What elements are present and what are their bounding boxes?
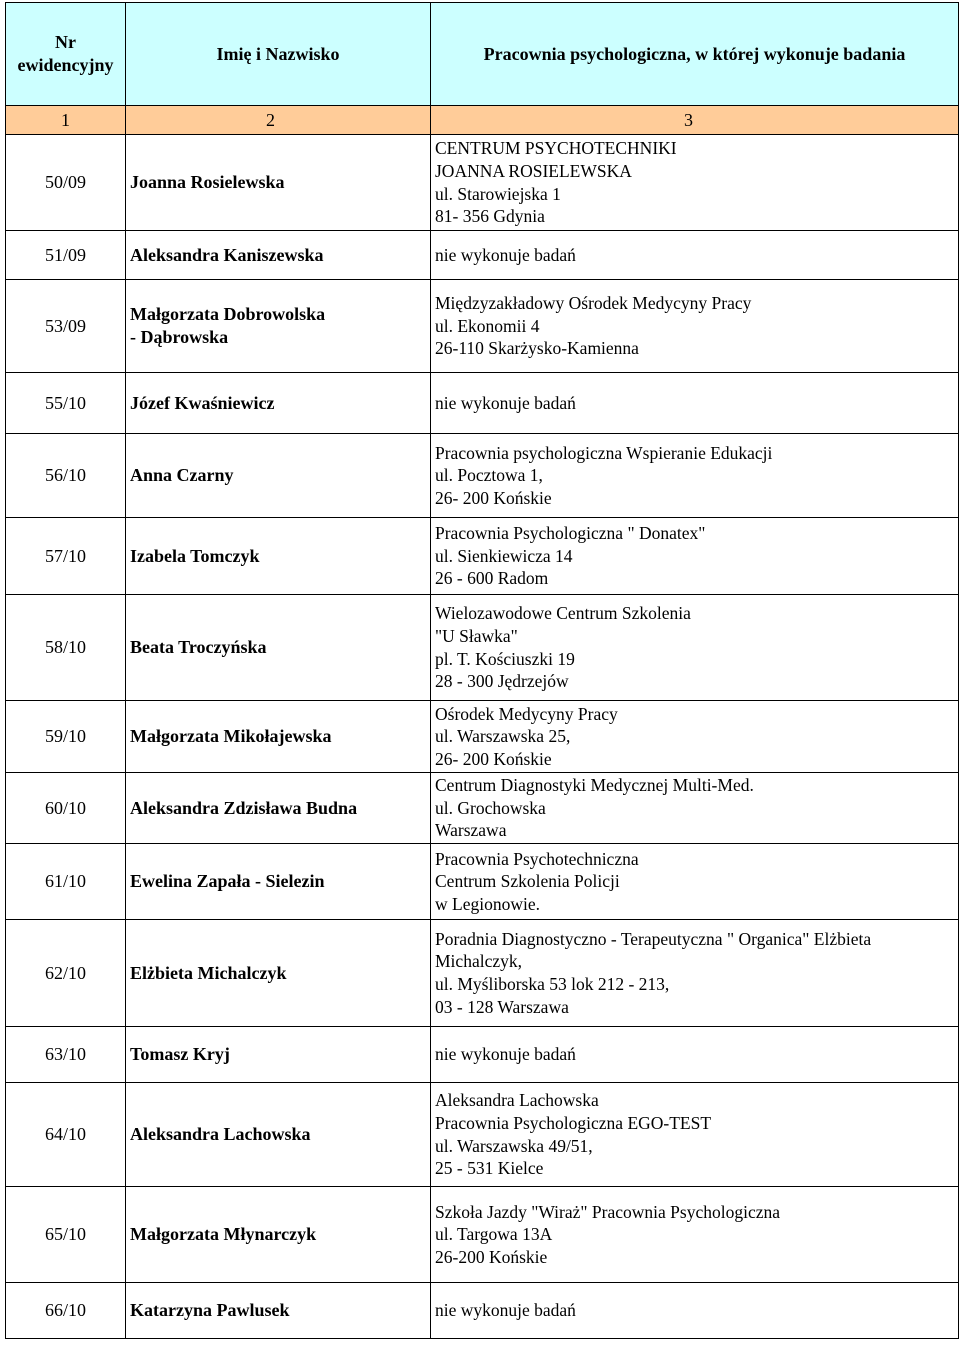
person-name-line: Ewelina Zapała - Sielezin [130, 871, 325, 891]
lab-info-line: JOANNA ROSIELEWSKA [435, 160, 632, 181]
lab-info-line: 26-200 Końskie [435, 1246, 548, 1267]
person-name [126, 434, 431, 518]
registry-table [5, 2, 959, 1339]
registry-number: 51/09 [6, 231, 126, 280]
person-name-line: Aleksandra Kaniszewska [130, 244, 324, 265]
table-row [6, 1187, 959, 1283]
person-name [126, 518, 431, 595]
lab-info [431, 135, 959, 231]
table-row [6, 231, 959, 280]
registry-number: 56/10 [6, 434, 126, 518]
person-name [126, 231, 431, 280]
lab-info-line: 26- 200 Końskie [435, 487, 552, 508]
lab-info-line: ul. Warszawska 25, [435, 726, 571, 747]
lab-info-line: "U Sławka" [435, 625, 518, 646]
lab-info-line: 25 - 531 Kielce [435, 1158, 544, 1179]
registry-number: 50/09 [6, 135, 126, 231]
lab-info-line: 81- 356 Gdynia [435, 206, 545, 227]
lab-info-line: 26- 200 Końskie [435, 748, 552, 769]
lab-info-line: w Legionowie. [435, 893, 540, 914]
registry-number: 59/10 [6, 701, 126, 773]
lab-info-line: CENTRUM PSYCHOTECHNIKI [435, 138, 677, 159]
person-name-line: Aleksandra Lachowska [130, 1124, 311, 1144]
lab-info-line: ul. Pocztowa 1, [435, 465, 543, 486]
lab-info-line: Poradnia Diagnostyczno - Terapeutyczna " Organica" Elżbieta [435, 928, 872, 949]
table-row [6, 434, 959, 518]
person-name-line: Joanna Rosielewska [130, 172, 285, 192]
lab-info [431, 920, 959, 1027]
lab-info-line: pl. T. Kościuszki 19 [435, 648, 575, 669]
lab-info-line: ul. Targowa 13A [435, 1224, 553, 1245]
person-name-line: Anna Czarny [130, 465, 234, 485]
table-row [6, 701, 959, 773]
registry-number: 64/10 [6, 1083, 126, 1187]
lab-info-line: ul. Sienkiewicza 14 [435, 545, 573, 566]
person-name-line: Elżbieta Michalczyk [130, 962, 287, 983]
column-number-3: 3 [431, 106, 959, 135]
lab-info-line: nie wykonuje badań [435, 244, 576, 265]
person-name [126, 135, 431, 231]
column-number-1: 1 [6, 106, 126, 135]
person-name [126, 1083, 431, 1187]
lab-info [431, 518, 959, 595]
lab-info [431, 231, 959, 280]
lab-info [431, 844, 959, 920]
table-row [6, 135, 959, 231]
registry-number: 62/10 [6, 920, 126, 1027]
person-name-line: Tomasz Kryj [130, 1044, 230, 1064]
lab-info [431, 434, 959, 518]
table-row [6, 373, 959, 434]
lab-info [431, 1083, 959, 1187]
lab-info-line: Szkoła Jazdy "Wiraż" Pracownia Psychologiczna [435, 1201, 781, 1222]
lab-info-line: 26-110 Skarżysko-Kamienna [435, 338, 639, 359]
table-row [6, 280, 959, 373]
person-name [126, 1187, 431, 1283]
lab-info-line: nie wykonuje badań [435, 1044, 576, 1065]
person-name-line: Małgorzata Mikołajewska [130, 726, 332, 746]
person-name [126, 373, 431, 434]
column-numbers-row [6, 106, 959, 135]
lab-info-line: Warszawa [435, 820, 507, 841]
registry-number: 63/10 [6, 1027, 126, 1083]
registry-number: 57/10 [6, 518, 126, 595]
lab-info [431, 1187, 959, 1283]
person-name [126, 920, 431, 1027]
table-row [6, 1083, 959, 1187]
lab-info-line: ul. Grochowska [435, 797, 546, 818]
person-name-line: Katarzyna Pawlusek [130, 1300, 290, 1320]
person-name-line: Izabela Tomczyk [130, 545, 260, 566]
lab-info-line: ul. Ekonomii 4 [435, 315, 540, 336]
lab-info-line: 26 - 600 Radom [435, 568, 549, 589]
lab-info-line: Centrum Szkolenia Policji [435, 871, 620, 892]
lab-info-line: Pracownia Psychologiczna " Donatex" [435, 523, 706, 544]
registry-number: 58/10 [6, 595, 126, 701]
lab-info-line: Pracownia Psychologiczna EGO-TEST [435, 1112, 712, 1133]
lab-info [431, 1283, 959, 1339]
lab-info-line: ul. Myśliborska 53 lok 212 - 213, [435, 974, 670, 994]
lab-info-line: ul. Warszawska 49/51, [435, 1135, 593, 1156]
header-nr: Nr ewidencyjny [6, 3, 126, 106]
person-name [126, 844, 431, 920]
lab-info-line: Aleksandra Lachowska [435, 1090, 599, 1111]
table-row [6, 518, 959, 595]
person-name [126, 1283, 431, 1339]
person-name-line: - Dąbrowska [130, 327, 229, 347]
lab-info-line: 28 - 300 Jędrzejów [435, 671, 569, 692]
header-row [6, 3, 959, 106]
person-name [126, 280, 431, 373]
registry-number: 65/10 [6, 1187, 126, 1283]
registry-number: 53/09 [6, 280, 126, 373]
lab-info-line: Michalczyk, [435, 951, 522, 972]
lab-info-line: Wielozawodowe Centrum Szkolenia [435, 603, 691, 624]
lab-info-line: nie wykonuje badań [435, 392, 576, 413]
lab-info-line: Pracownia psychologiczna Wspieranie Edukacji [435, 442, 773, 463]
column-number-2: 2 [126, 106, 431, 135]
lab-info [431, 280, 959, 373]
lab-info [431, 1027, 959, 1083]
lab-info [431, 773, 959, 844]
registry-number: 61/10 [6, 844, 126, 920]
lab-info-line: Centrum Diagnostyki Medycznej Multi-Med. [435, 775, 754, 796]
lab-info-line: ul. Starowiejska 1 [435, 183, 561, 204]
person-name-line: Józef Kwaśniewicz [130, 392, 275, 413]
person-name-line: Małgorzata Młynarczyk [130, 1224, 317, 1244]
table-row [6, 1283, 959, 1339]
registry-number: 66/10 [6, 1283, 126, 1339]
person-name [126, 701, 431, 773]
table-row [6, 844, 959, 920]
person-name [126, 595, 431, 701]
lab-info-line: Międzyzakładowy Ośrodek Medycyny Pracy [435, 293, 752, 314]
lab-info-line: Ośrodek Medycyny Pracy [435, 703, 618, 724]
table-row [6, 920, 959, 1027]
lab-info-line: 03 - 128 Warszawa [435, 996, 569, 1017]
lab-info-line: Pracownia Psychotechniczna [435, 848, 639, 869]
table-row [6, 1027, 959, 1083]
table-row [6, 595, 959, 701]
header-name: Imię i Nazwisko [126, 3, 431, 106]
header-lab: Pracownia psychologiczna, w której wykonuje badania [431, 3, 959, 106]
person-name-line: Beata Troczyńska [130, 637, 267, 657]
person-name [126, 773, 431, 844]
lab-info [431, 595, 959, 701]
person-name-line: Aleksandra Zdzisława Budna [130, 797, 358, 818]
lab-info [431, 701, 959, 773]
registry-number: 60/10 [6, 773, 126, 844]
lab-info [431, 373, 959, 434]
person-name-line: Małgorzata Dobrowolska [130, 304, 326, 324]
person-name [126, 1027, 431, 1083]
lab-info-line: nie wykonuje badań [435, 1300, 576, 1321]
registry-number: 55/10 [6, 373, 126, 434]
table-row [6, 773, 959, 844]
